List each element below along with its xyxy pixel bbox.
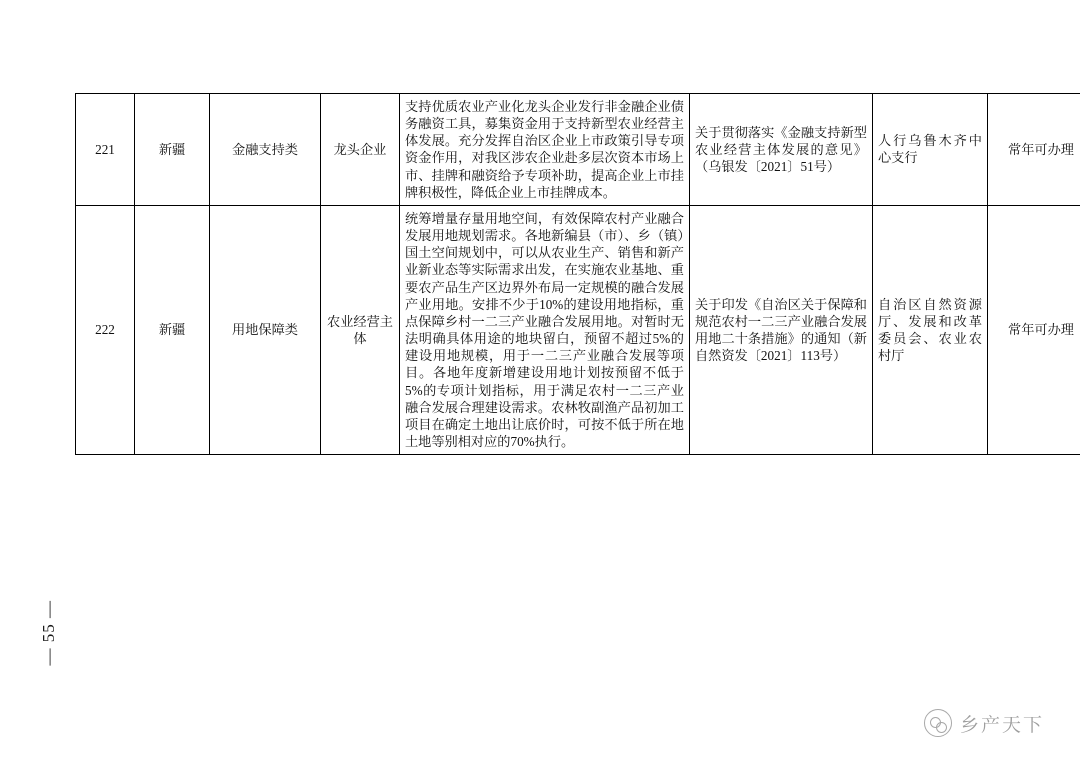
cell-province: 新疆 <box>135 94 210 206</box>
page-number <box>28 600 68 671</box>
policy-table <box>75 93 1080 455</box>
cell-serial-number: 221 <box>76 94 135 206</box>
watermark <box>924 709 1044 737</box>
watermark-label: 乡产天下 <box>959 714 1044 736</box>
cell-province: 新疆 <box>135 205 210 454</box>
cell-object: 龙头企业 <box>321 94 400 206</box>
cell-department: 人行乌鲁木齐中心支行 <box>873 94 988 206</box>
cell-object: 农业经营主体 <box>321 205 400 454</box>
cell-description: 支持优质农业产业化龙头企业发行非金融企业债务融资工具，募集资金用于支持新型农业经营主体发展。充分发挥自治区企业上市政策引导专项资金作用，对我区涉农企业赴多层次资本市场上市、挂牌和融资给予专项补助，提高企业上市挂牌积极性，降低企业上市挂牌成本。 <box>400 94 690 206</box>
cell-description: 统筹增量存量用地空间，有效保障农村产业融合发展用地规划需求。各地新编县（市）、乡（镇）国土空间规划中，可以从农业生产、销售和新产业新业态等实际需求出发，在实施农业基地、重要农产品生产区边界外布局一定规模的融合发展产业用地。安排不少于10%的建设用地指标，重点保障乡村一二三产业融合发展用地。对暂时无法明确具体用途的地块留白，预留不超过5%的建设用地规模，用于一二三产业融合发展等项目。各地年度新增建设用地计划按预留不低于5%的专项计划指标，用于满足农村一二三产业融合发展合理建设需求。农林牧副渔产品初加工项目在确定土地出让底价时，可按不低于所在地土地等别相对应的70%执行。 <box>400 205 690 454</box>
page-number-text: — 55 — <box>38 600 58 666</box>
table-row <box>76 94 1080 206</box>
cell-basis: 关于印发《自治区关于保障和规范农村一二三产业融合发展用地二十条措施》的通知（新自然资发〔2021〕113号） <box>690 205 873 454</box>
cell-serial-number: 222 <box>76 205 135 454</box>
cell-department: 自治区自然资源厅、发展和改革委员会、农业农村厅 <box>873 205 988 454</box>
wechat-logo-icon <box>924 709 952 737</box>
cell-time: 常年可办理 <box>988 94 1080 206</box>
cell-basis: 关于贯彻落实《金融支持新型农业经营主体发展的意见》（乌银发〔2021〕51号） <box>690 94 873 206</box>
cell-category: 用地保障类 <box>210 205 321 454</box>
cell-time: 常年可办理 <box>988 205 1080 454</box>
table-row <box>76 205 1080 454</box>
cell-category: 金融支持类 <box>210 94 321 206</box>
table-body <box>76 94 1080 455</box>
